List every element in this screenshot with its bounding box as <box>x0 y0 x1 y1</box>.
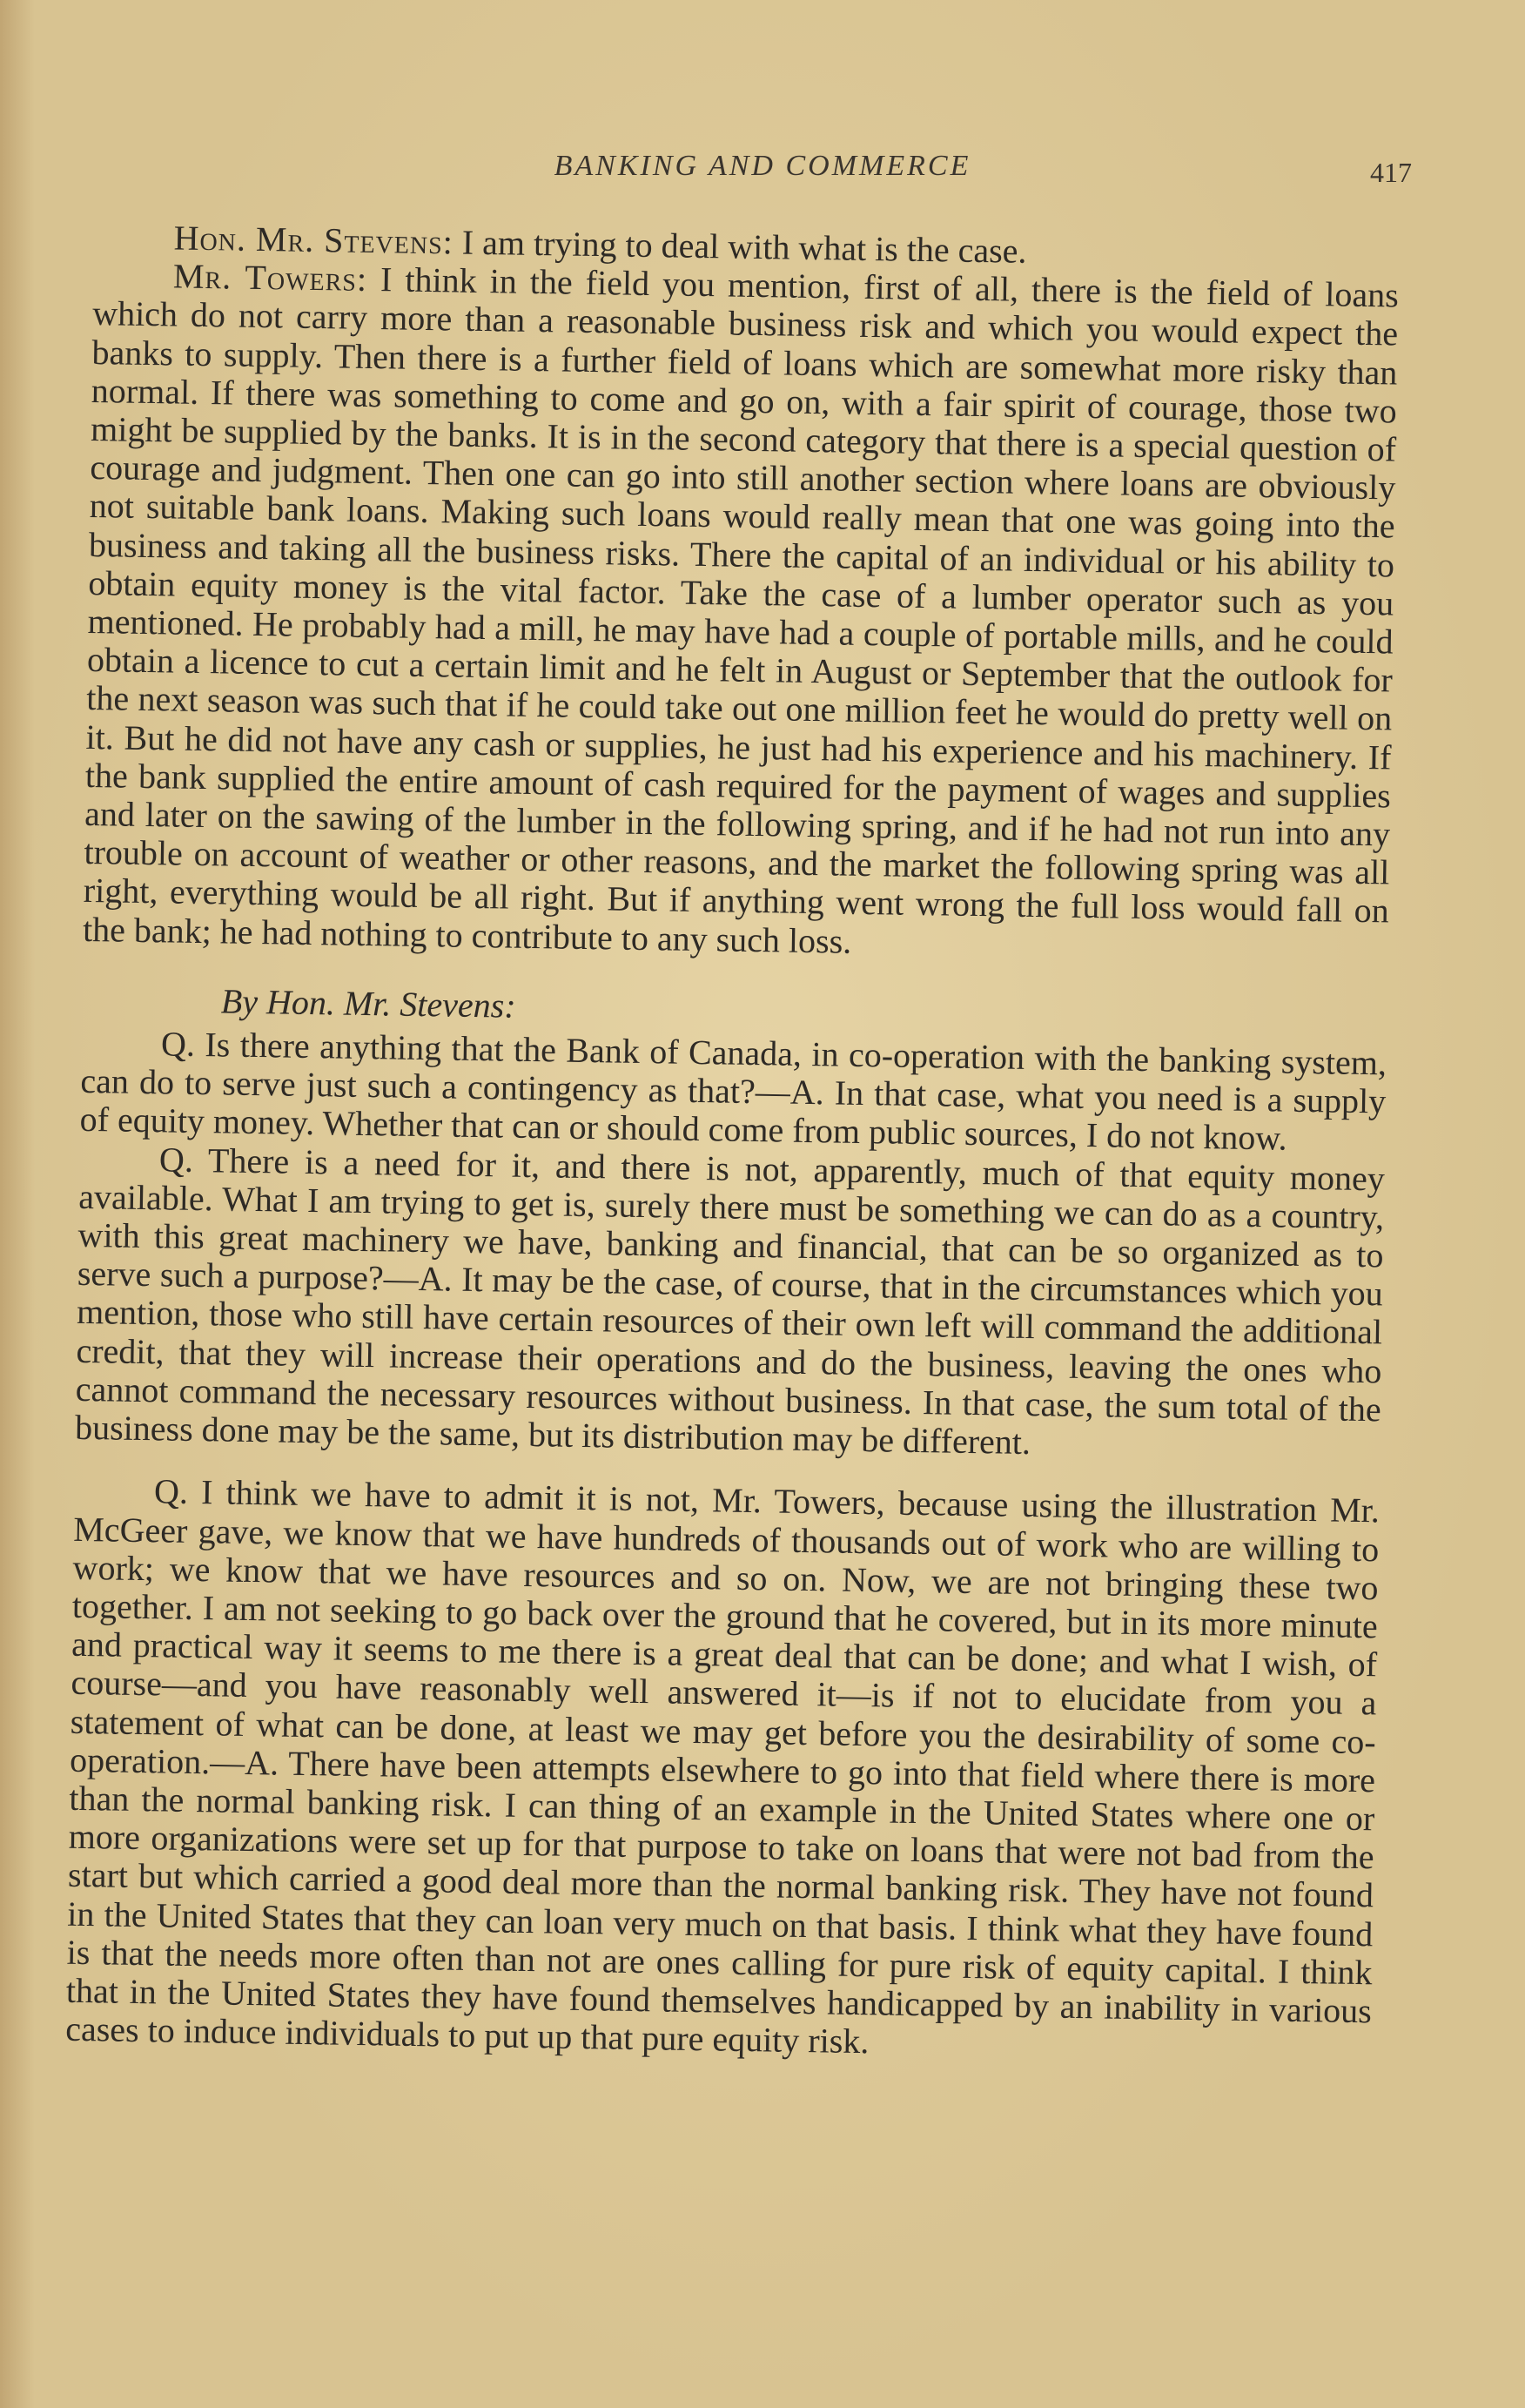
paragraph-text: I think in the field you mention, first of all, there is the field of loans which do not carry more than a reasonable business risk and which you would expect the banks to supply. Then there is a further field of loans which are somewhat more risky than normal. If there was something to come and go on, with a fair spirit of courage, those two might be supplied by the banks. It is in the second category that there is a special question of courage and judgment. Then one can go into still another section where loans are obviously not suitable bank loans. Making such loans would really mean that one was going into the business and taking all the business risks. There the capital of an individual or his ability to obtain equity money is the vital factor. Take the case of a lumber operator such as you mentioned. He probably had a mill, he may have had a couple of portable mills, and he could obtain a licence to cut a certain limit and he felt in August or September that the outlook for the next season was such that if he could take out one million feet he would do pretty well on it. But he did not have any cash or supplies, he just had his experience and his machinery. If the bank supplied the entire amount of cash required for the payment of wages and supplies and later on the sawing of the lumber in the following spring, and if he had not run into any trouble on account of weather or other reasons, and the market the following spring was all right, everything would be all right. But if anything went wrong the full loss would fall on the bank; he had nothing to contribute to any such loss. <box>82 259 1400 961</box>
running-head: BANKING AND COMMERCE <box>554 150 971 182</box>
question-paragraph-1: Q. Is there anything that the Bank of Canada, in co-operation with the banking system, can do to serve just such a contingency as that?—A. In that case, what you need is a supply of equity money. Whether that can or should come from public sources, I do not know. <box>79 1024 1387 1159</box>
body-text <box>65 218 1400 2069</box>
paragraph-text: I am trying to deal with what is the case. <box>453 222 1027 271</box>
question-paragraph-2: Q. There is a need for it, and there is not, apparently, much of that equity money available. What I am trying to get is, surely there must be something we can do as a country, with this great machinery we have, banking and financial, that can be so organized as to serve such a purpose?—A. It may be the case, of course, that in the circumstances which you mention, those who still have certain resources of their own left will command the additional credit, that they will increase their operations and do the business, leaving the ones who cannot command the necessary resources without business. In that case, the sum total of the business done may be the same, but its distribution may be different. <box>74 1139 1386 1463</box>
speaker-name: Hon. Mr. Stevens: <box>173 218 454 262</box>
examiner-heading: By Hon. Mr. Stevens: <box>220 981 516 1026</box>
paragraph-towers-answer <box>83 256 1399 969</box>
speaker-name: Mr. Towers: <box>172 256 368 299</box>
page-number: 417 <box>1370 157 1412 188</box>
question-paragraph-3: Q. I think we have to admit it is not, Mr. Towers, because using the illustration Mr. McGeer gave, we know that we have hundreds of thousands out of work who are willing to work; we know that we have resources and so on. Now, we are not bringing these two together. I am not seeking to go back over the ground that he covered, but in its more minute and practical way it seems to me there is a great deal that can be done; and what I wish, of course—and you have reasonably well answered it—is if not to elucidate from you a statement of what can be done, at least we may get before you the desirability of some co-operation.—A. There have been attempts elsewhere to go into that field where there is more than the normal banking risk. I can thing of an example in the United States where one or more organizations were set up for that purpose to take on loans that were not bad from the start but which carried a good deal more than the normal banking risk. They have not found in the United States that they can loan very much on that basis. I think what they have found is that the needs more often than not are ones calling for pure risk of equity capital. I think that in the United States they have found themselves handicapped by an inability in various cases to induce individuals to put up that pure equity risk. <box>64 1471 1381 2062</box>
